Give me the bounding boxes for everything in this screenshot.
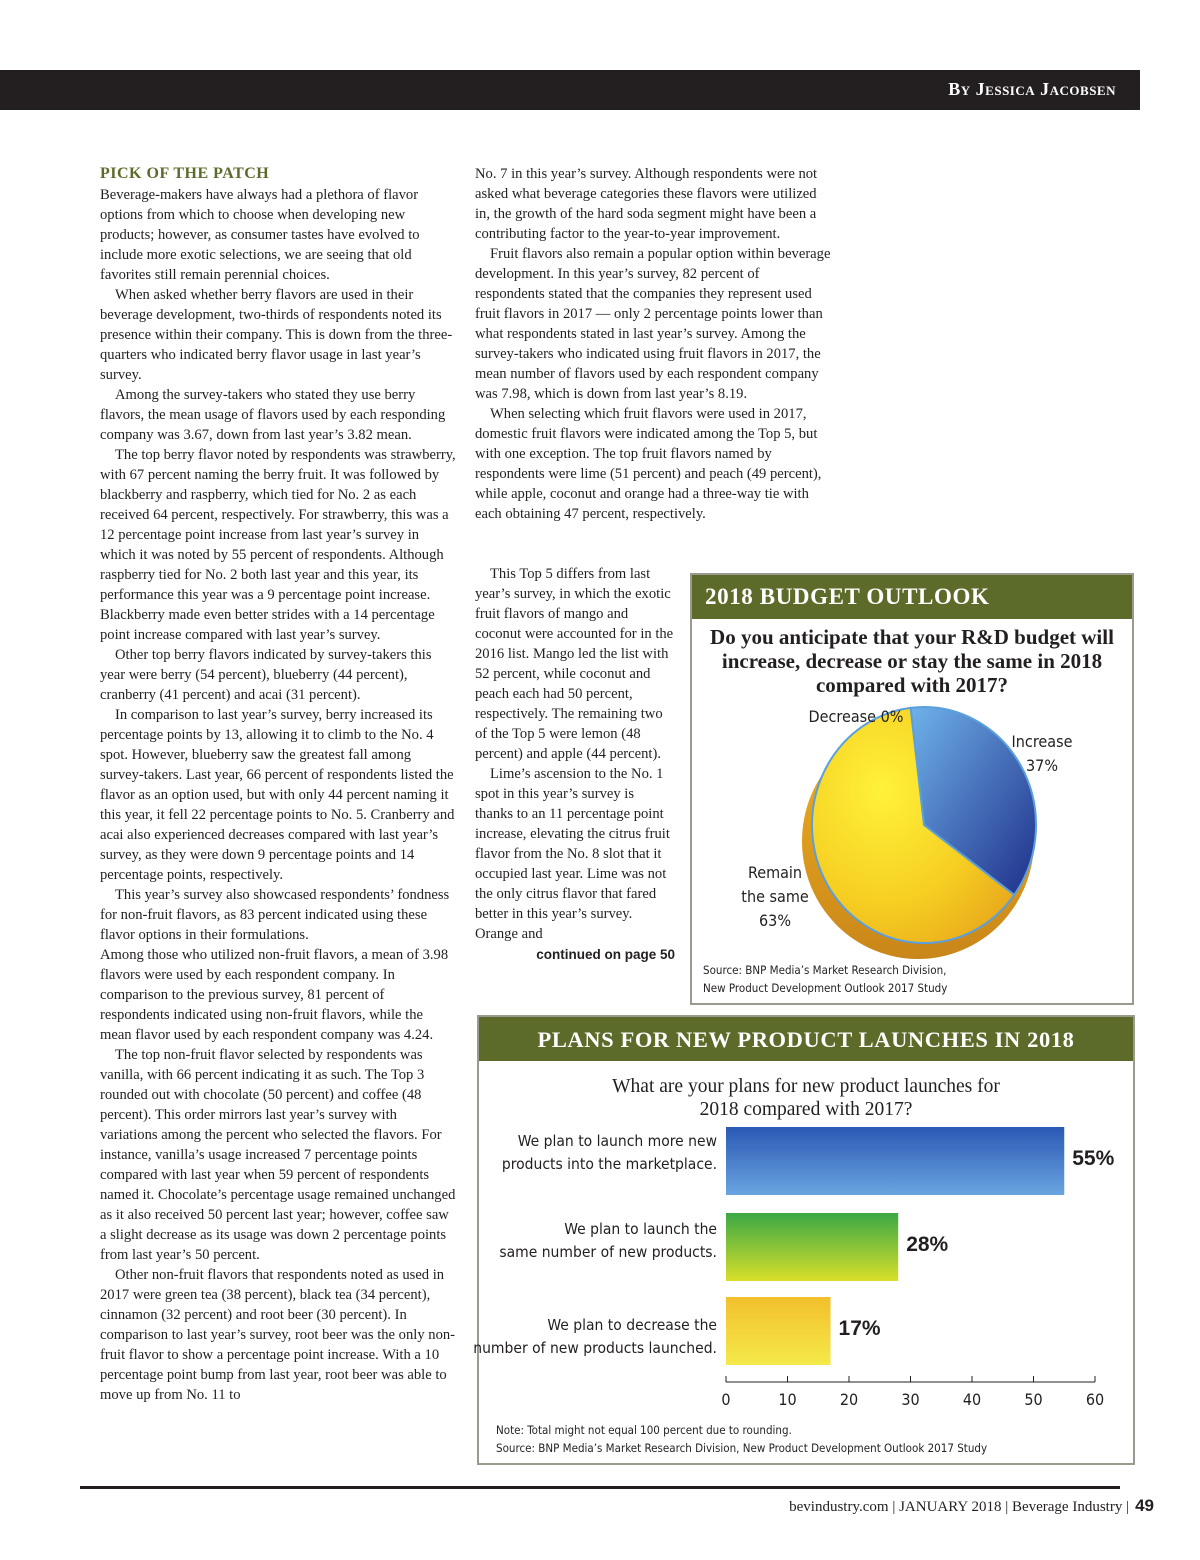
paragraph: When selecting which fruit flavors were used in 2017, domestic fruit flavors were indicated among the Top 5, but with one exception. The top fruit flavors named by respondents were lime (51 percent) and peach (49 percent), while apple, coconut and orange had a three-way tie with each obtaining 47 percent, respectively. (475, 406, 822, 522)
bar-value-decrease: 17% (838, 1317, 881, 1340)
x-tick-label: 20 (839, 1390, 859, 1409)
paragraph: Other top berry flavors indicated by survey-takers this year were berry (54 percent), blueberry (44 percent), cranberry (41 percent) and acai (31 percent). (100, 647, 432, 703)
paragraph: Other non-fruit flavors that respondents noted as used in 2017 were green tea (38 percent), black tea (34 percent), cinnamon (32 percent) and root beer (30 percent). In comparison to last year’s survey, root beer was the only non-fruit flavor to show a percentage point increase. With a 10 percentage point bump from last year, root beer was able to move up from No. 11 to (100, 1267, 456, 1403)
paragraph: The top berry flavor noted by respondents was strawberry, with 67 percent naming the berry fruit. It was followed by blackberry and raspberry, which tied for No. 2 as each received 64 percent, respectively. For strawberry, this was a 12 percentage point increase from last year’s survey in which it was noted by 55 percent of respondents. Although raspberry tied for No. 2 both last year and this year, its performance this year was a 9 percentage point increase. Blackberry made even better strides with a 14 percentage point increase compared with last year’s survey. (100, 447, 456, 643)
paragraph: In comparison to last year’s survey, berry increased its percentage points by 13, allowing it to climb to the No. 4 spot. However, blueberry saw the greatest fall among survey-takers. Last year, 66 percent of respondents listed the flavor as an option used, but with only 44 percent naming it this year, it fell 22 percentage points to No. 5. Cranberry and acai also experienced decreases compared with last year’s survey, as they were down 9 percentage points and 14 percentage points, respectively. (100, 707, 455, 883)
paragraph: This Top 5 differs from last year’s survey, in which the exotic fruit flavors of mango and coconut were accounted for in the 2016 list. Mango led the list with 52 percent, while coconut and peach each had 50 percent, respectively. The remaining two of the Top 5 were lemon (48 percent) and apple (44 percent). (475, 566, 674, 762)
page-footer (789, 1496, 1154, 1516)
bar-same-launches (726, 1213, 898, 1281)
bar-label-more: We plan to launch more new products into the marketplace. (501, 1132, 717, 1173)
plans-box-title: PLANS FOR NEW PRODUCT LAUNCHES IN 2018 (479, 1017, 1133, 1061)
article-column-2-narrow (475, 564, 675, 965)
article-column-2 (475, 164, 831, 524)
paragraph: Beverage-makers have always had a plethora of flavor options from which to choose when developing new products; however, as consumer tastes have evolved to include more exotic selections, we are seeing that old favorites still remain perennial choices. (100, 187, 420, 283)
x-tick-label: 10 (778, 1390, 797, 1409)
paragraph: This year’s survey also showcased respondents’ fondness for non-fruit flavors, as 83 percent indicated using these flavor options in their formulations. (100, 887, 450, 943)
bar-fewer-launches (726, 1297, 831, 1365)
budget-question: Do you anticipate that your R&D budget will increase, decrease or stay the same in 2018 compared with 2017? (710, 625, 1114, 697)
pie-label-increase: Increase 37% (1011, 732, 1073, 775)
paragraph: Among those who utilized non-fruit flavors, a mean of 3.98 flavors were used by each respondent company. In comparison to the previous survey, 81 percent of respondents indicated using non-fruit flavors, while the mean flavor used by each respondent company was 4.24. (100, 947, 449, 1043)
paragraph: Fruit flavors also remain a popular option within beverage development. In this year’s survey, 82 percent of respondents stated that the companies they represent used fruit flavors in 2017 — only 2 percentage points lower than what respondents stated in last year’s survey. Among the survey-takers who indicated using fruit flavors in 2017, the mean number of flavors used by each respondent company was 7.98, which is down from last year’s 8.19. (475, 246, 831, 402)
x-tick-label: 40 (962, 1390, 982, 1409)
plans-note-source: Note: Total might not equal 100 percent due to rounding. Source: BNP Media’s Market Research Division, New Product Development Outlook 2017 Study (496, 1423, 988, 1455)
paragraph: The top non-fruit flavor selected by respondents was vanilla, with 66 percent indicating it as such. The Top 3 rounded out with chocolate (50 percent) and coffee (48 percent). This order mirrors last year’s survey with variations among the percent who selected the flavors. For instance, vanilla’s usage increased 7 percentage points compared with last year when 59 percent of respondents named it. Chocolate’s percentage usage remained unchanged as it also received 50 percent last year; however, coffee saw a slight decrease as its usage was down 2 percentage points from last year’s 50 percent. (100, 1047, 456, 1263)
budget-outlook-box (690, 573, 1134, 1005)
x-tick-label: 50 (1024, 1390, 1043, 1409)
x-tick-label: 60 (1085, 1390, 1105, 1409)
pie-label-remain: Remain the same 63% (741, 863, 809, 930)
product-launch-box (473, 1015, 1135, 1465)
pie-label-decrease: Decrease 0% (808, 707, 904, 726)
paragraph: When asked whether berry flavors are used in their beverage development, two-thirds of respondents noted its presence within their company. This is down from the three-quarters who indicated berry flavor usage in last year’s survey. (100, 287, 453, 383)
budget-source: Source: BNP Media’s Market Research Division, New Product Development Outlook 2017 Study (703, 963, 948, 995)
paragraph: Lime’s ascension to the No. 1 spot in this year’s survey is thanks to an 11 percentage point increase, elevating the citrus fruit flavor from the No. 8 slot that it occupied last year. Lime was not the only citrus flavor that fared better in this year’s survey. Orange and (475, 766, 670, 942)
pie-chart (692, 575, 1132, 1003)
bar-label-decrease: We plan to decrease the number of new products launched. (473, 1316, 717, 1357)
paragraph: Among the survey-takers who stated they use berry flavors, the mean usage of flavors used by each responding company was 3.67, down from last year’s 3.82 mean. (100, 387, 446, 443)
bar-value-same: 28% (906, 1233, 949, 1256)
x-tick-label: 30 (901, 1390, 920, 1409)
footer-rule (80, 1486, 1120, 1489)
footer-text: bevindustry.com | JANUARY 2018 | Beverage Industry | (789, 1499, 1130, 1515)
page-number: 49 (1135, 1496, 1154, 1515)
x-tick-label: 0 (721, 1390, 731, 1409)
plans-question: What are your plans for new product launches for 2018 compared with 2017? (612, 1076, 1000, 1120)
byline: By Jessica Jacobsen (948, 79, 1116, 99)
budget-box-title: 2018 BUDGET OUTLOOK (692, 575, 1132, 619)
section-heading: PICK OF THE PATCH (100, 165, 270, 182)
bar-more-launches (726, 1127, 1064, 1195)
bar-value-more: 55% (1072, 1147, 1115, 1170)
paragraph: No. 7 in this year’s survey. Although respondents were not asked what beverage categories these flavors were utilized in, the growth of the hard soda segment might have been a contributing factor to the year-to-year improvement. (475, 166, 818, 242)
bar-label-same: We plan to launch the same number of new products. (499, 1220, 717, 1261)
continued-note: continued on page 50 (536, 947, 675, 962)
header-bar (0, 70, 1140, 110)
